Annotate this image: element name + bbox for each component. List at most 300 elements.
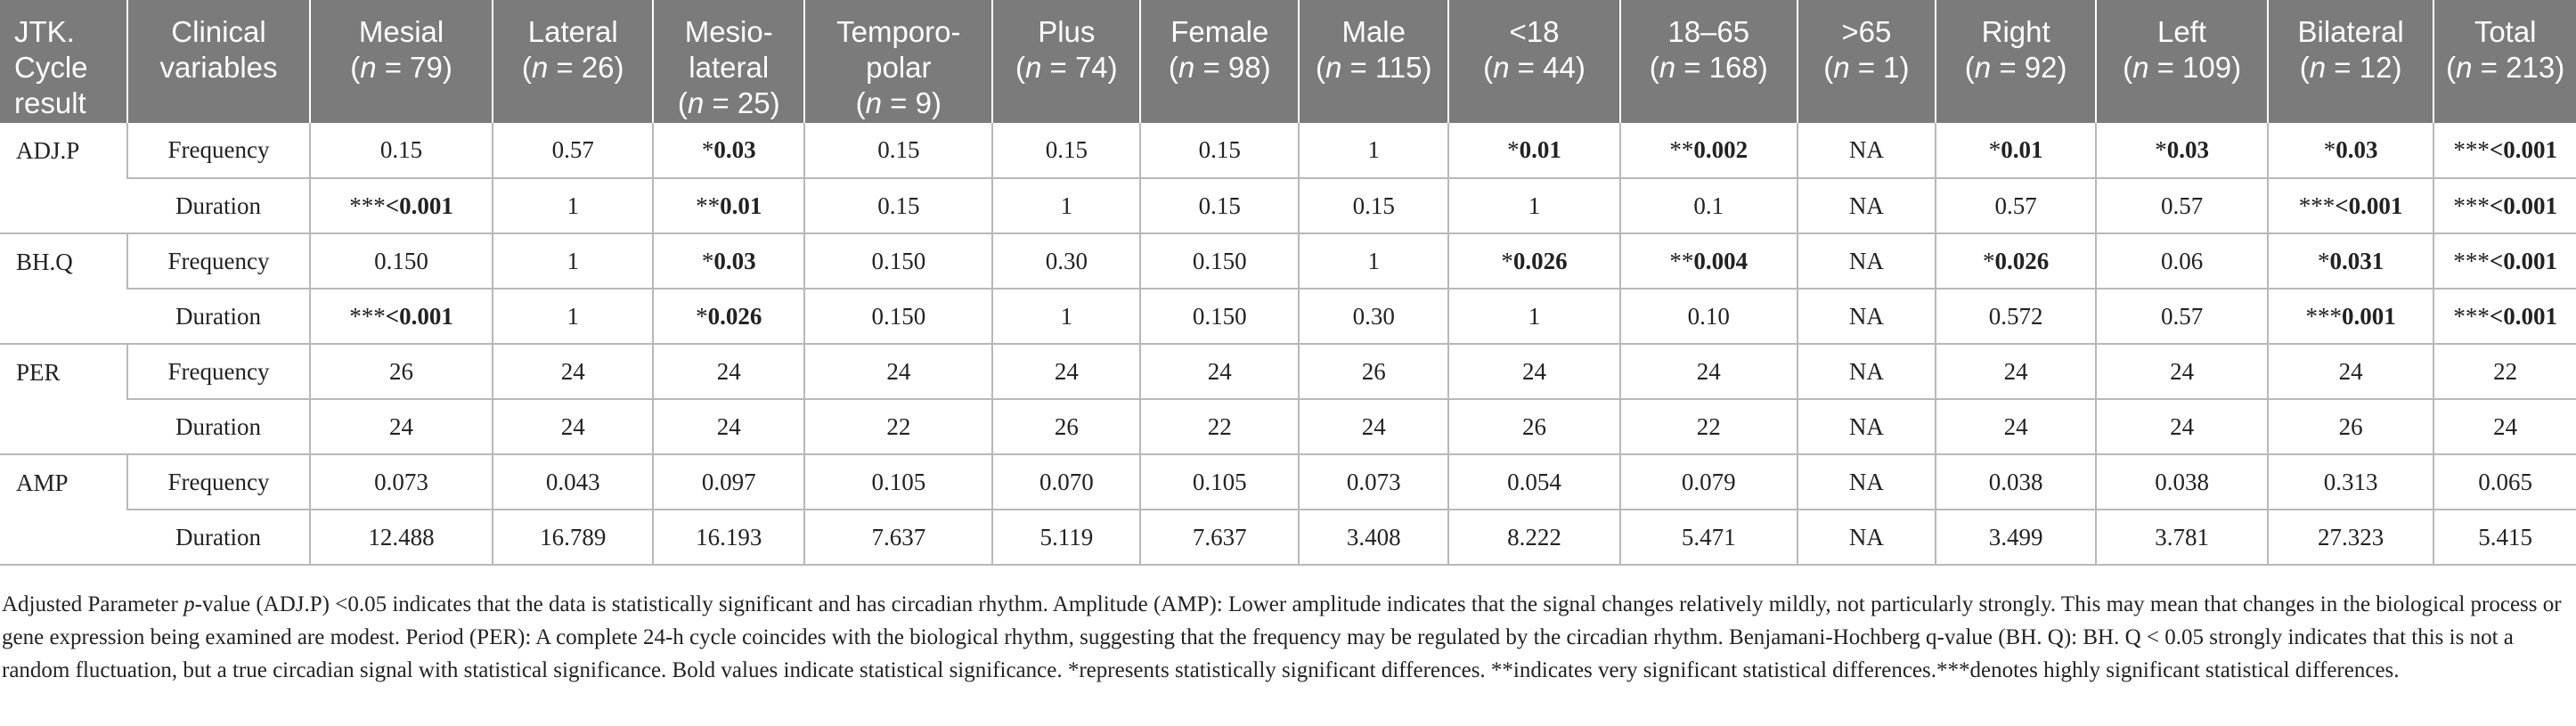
table-cell	[2096, 510, 2268, 565]
cell-value: 24	[1361, 412, 1386, 440]
cell-value: 3.781	[2155, 523, 2209, 551]
table-header-row	[0, 0, 2576, 123]
table-cell	[310, 178, 493, 233]
cell-value: <0.001	[2335, 192, 2403, 219]
table-cell	[992, 344, 1140, 399]
cell-value: 16.789	[540, 523, 607, 551]
table-cell	[1620, 510, 1797, 565]
table-cell	[1797, 289, 1936, 344]
table-cell	[2096, 178, 2268, 233]
column-header-count: (n = 26)	[521, 51, 624, 84]
cell-value: 0.026	[1994, 247, 2050, 274]
column-header	[992, 0, 1140, 123]
table-cell	[2096, 344, 2268, 399]
cell-value: 0.026	[1512, 247, 1568, 274]
significance-stars: ***	[349, 192, 386, 219]
cell-value: 0.070	[1039, 468, 1094, 495]
cell-value: 1	[1367, 247, 1380, 274]
cell-value: 22	[1207, 412, 1232, 440]
cell-value: 0.03	[713, 136, 756, 163]
table-cell	[2268, 123, 2433, 178]
column-header	[653, 0, 804, 123]
cell-value: 24	[2170, 412, 2195, 440]
cell-value: 0.150	[374, 247, 428, 274]
table-cell	[1797, 399, 1936, 454]
cell-value: 1	[567, 247, 579, 274]
cell-value: NA	[1848, 357, 1884, 385]
footnote-part1: Adjusted Parameter	[2, 592, 184, 616]
significance-stars: ***	[349, 302, 386, 330]
cell-value: 1	[1528, 302, 1541, 330]
significance-stars: **	[1669, 247, 1694, 274]
column-header	[1140, 0, 1299, 123]
cell-value: 0.073	[374, 468, 428, 495]
cell-value: 26	[1521, 412, 1546, 440]
cell-value: 7.637	[1192, 523, 1247, 551]
cell-value: 24	[716, 357, 741, 385]
table-cell	[2433, 399, 2576, 454]
column-header-title: Temporo-polar	[836, 15, 961, 84]
significance-stars: ***	[2453, 302, 2490, 330]
table-cell	[1936, 454, 2096, 510]
table-cell	[493, 399, 653, 454]
table-cell	[1299, 344, 1448, 399]
table-cell	[804, 123, 992, 178]
table-cell	[2268, 399, 2433, 454]
table-cell	[1448, 454, 1620, 510]
cell-value: 24	[1207, 357, 1232, 385]
table-cell	[493, 123, 653, 178]
table-cell	[1797, 233, 1936, 289]
table-cell	[1448, 233, 1620, 289]
significance-stars: ***	[2453, 247, 2490, 274]
cell-value: 0.15	[379, 136, 423, 163]
table-cell	[310, 510, 493, 565]
table-cell	[2096, 289, 2268, 344]
column-header	[2096, 0, 2268, 123]
table-cell	[2096, 399, 2268, 454]
cell-value: 1	[567, 302, 579, 330]
table-cell	[804, 233, 992, 289]
table-cell	[1797, 510, 1936, 565]
column-header-title: Plus	[1038, 15, 1096, 48]
table-cell	[1140, 289, 1299, 344]
footnote-p-italic: p	[183, 592, 195, 616]
table-cell	[2268, 510, 2433, 565]
column-header-count: (n = 44)	[1483, 51, 1586, 84]
cell-value: 0.03	[2166, 136, 2209, 163]
column-header-title: JTK. Cycle result	[14, 15, 88, 119]
column-header	[1797, 0, 1936, 123]
column-header-count: (n = 213)	[2446, 51, 2565, 84]
clinical-variable-cell: Duration	[127, 178, 310, 233]
cell-value: <0.001	[2489, 136, 2557, 163]
table-cell	[653, 178, 804, 233]
cell-value: 8.222	[1507, 523, 1561, 551]
table-cell	[310, 399, 493, 454]
table-cell	[992, 289, 1140, 344]
significance-stars: *	[701, 136, 714, 163]
table-cell	[1936, 289, 2096, 344]
cell-value: 1	[1060, 302, 1073, 330]
table-cell	[310, 123, 493, 178]
table-cell	[310, 344, 493, 399]
table-cell	[2268, 344, 2433, 399]
significance-stars: **	[1669, 136, 1694, 163]
column-header-title: Right	[1981, 15, 2050, 48]
cell-value: 0.150	[1192, 302, 1247, 330]
cell-value: 3.499	[1988, 523, 2043, 551]
table-cell	[1140, 178, 1299, 233]
cell-value: 26	[1361, 357, 1386, 385]
cell-value: 24	[716, 412, 741, 440]
cell-value: 0.150	[871, 247, 926, 274]
table-cell	[493, 344, 653, 399]
table-cell	[653, 233, 804, 289]
table-cell	[1448, 510, 1620, 565]
column-header	[1448, 0, 1620, 123]
table-cell	[2433, 510, 2576, 565]
table-body	[0, 123, 2576, 565]
clinical-variable-cell: Frequency	[127, 454, 310, 510]
cell-value: 22	[886, 412, 911, 440]
table-cell	[493, 510, 653, 565]
cell-value: 1	[1528, 192, 1541, 219]
cell-value: 0.105	[1192, 468, 1247, 495]
cell-value: 0.313	[2323, 468, 2378, 495]
cell-value: 1	[1060, 192, 1073, 219]
cell-value: 0.054	[1507, 468, 1561, 495]
cell-value: 5.119	[1039, 523, 1094, 551]
cell-value: 27.323	[2318, 523, 2384, 551]
clinical-variable-cell: Duration	[127, 399, 310, 454]
column-header-count: (n = 1)	[1823, 51, 1910, 84]
table-row	[0, 344, 2576, 399]
cell-value: 0.073	[1346, 468, 1401, 495]
cell-value: 1	[567, 192, 579, 219]
cell-value: 1	[1367, 136, 1380, 163]
cell-value: 5.415	[2478, 523, 2533, 551]
column-header	[2268, 0, 2433, 123]
table-cell	[1140, 510, 1299, 565]
significance-stars: *	[701, 247, 714, 274]
column-header	[1299, 0, 1448, 123]
column-header-count: (n = 168)	[1649, 51, 1768, 84]
cell-value: 0.150	[1192, 247, 1247, 274]
table-cell	[992, 178, 1140, 233]
table-cell	[1936, 233, 2096, 289]
table-cell	[992, 454, 1140, 510]
cell-value: 24	[1696, 357, 1721, 385]
column-header	[1936, 0, 2096, 123]
significance-stars: ***	[2453, 136, 2490, 163]
cell-value: NA	[1848, 523, 1884, 551]
table-cell	[1620, 289, 1797, 344]
table-row	[0, 123, 2576, 178]
table-cell	[1448, 399, 1620, 454]
table-cell	[653, 344, 804, 399]
table-cell	[1936, 510, 2096, 565]
cell-value: 0.01	[1519, 136, 1561, 163]
table-cell	[493, 178, 653, 233]
cell-value: 5.471	[1681, 523, 1736, 551]
table-cell	[653, 510, 804, 565]
table-cell	[2268, 454, 2433, 510]
cell-value: 0.572	[1988, 302, 2043, 330]
cell-value: 0.038	[2155, 468, 2209, 495]
cell-value: 0.03	[2336, 136, 2378, 163]
cell-value: 0.065	[2478, 468, 2533, 495]
table-cell	[2433, 123, 2576, 178]
clinical-variable-cell: Duration	[127, 289, 310, 344]
cell-value: 0.026	[707, 302, 762, 330]
cell-value: 24	[1521, 357, 1546, 385]
cell-value: 24	[2003, 357, 2028, 385]
column-header-title: Bilateral	[2297, 15, 2404, 48]
table-cell	[1299, 123, 1448, 178]
cell-value: 0.15	[877, 192, 920, 219]
table-cell	[1140, 233, 1299, 289]
column-header	[1620, 0, 1797, 123]
cell-value: <0.001	[2489, 302, 2557, 330]
table-cell	[1448, 289, 1620, 344]
cell-value: 0.10	[1687, 302, 1730, 330]
column-header-title: >65	[1841, 15, 1892, 48]
cell-value: 0.03	[713, 247, 756, 274]
significance-stars: ***	[2305, 302, 2342, 330]
table-cell	[2268, 178, 2433, 233]
cell-value: 0.15	[877, 136, 920, 163]
cell-value: <0.001	[2489, 192, 2557, 219]
table-cell	[1797, 123, 1936, 178]
table-cell	[2433, 289, 2576, 344]
table-row	[0, 510, 2576, 565]
cell-value: 0.57	[1994, 192, 2037, 219]
table-row	[0, 289, 2576, 344]
significance-stars: *	[2318, 247, 2330, 274]
cell-value: 0.079	[1681, 468, 1736, 495]
table-cell	[310, 233, 493, 289]
cell-value: 0.57	[551, 136, 594, 163]
table-cell	[1448, 123, 1620, 178]
significance-stars: *	[1501, 247, 1513, 274]
cell-value: 0.15	[1045, 136, 1088, 163]
significance-stars: *	[696, 302, 708, 330]
significance-stars: *	[2155, 136, 2167, 163]
significance-stars: *	[2323, 136, 2336, 163]
footnote-part2: -value (ADJ.P) <0.05 indicates that the data is statistically significant and has circadian rhythm. Amplitude (AMP): Lower amplitude indicates that the signal changes relatively mildly, not particularly strongly. This may mean that changes in the biological process or gene expression being examined are modest. Period (PER): A complete 24-h cycle coincides with the biological rhythm, suggesting that the frequency may be regulated by the circadian rhythm. Benjamani-Hochberg q-value (BH. Q): BH. Q < 0.05 strongly indicates that this is not a random fluctuation, but a true circadian signal with statistical significance. Bold values indicate statistical significance. *represents statistically significant differences. **indicates very significant statistical differences.***denotes highly significant statistical differences.	[2, 592, 2562, 682]
clinical-variable-cell: Duration	[127, 510, 310, 565]
table-cell	[2096, 454, 2268, 510]
significance-stars: *	[1983, 247, 1995, 274]
table-cell	[804, 344, 992, 399]
table-cell	[1299, 399, 1448, 454]
column-header-count: (n = 98)	[1168, 51, 1271, 84]
cell-value: NA	[1848, 247, 1884, 274]
table-cell	[1140, 123, 1299, 178]
cell-value: <0.001	[385, 302, 453, 330]
table-cell	[804, 289, 992, 344]
table-cell	[653, 123, 804, 178]
table-cell	[1140, 344, 1299, 399]
column-header	[493, 0, 653, 123]
cell-value: 0.097	[701, 468, 756, 495]
cell-value: 3.408	[1346, 523, 1401, 551]
column-header	[2433, 0, 2576, 123]
table-cell	[2433, 178, 2576, 233]
cell-value: 24	[1054, 357, 1079, 385]
cell-value: 0.001	[2342, 302, 2396, 330]
column-header-count: (n = 115)	[1315, 51, 1432, 84]
table-cell	[1797, 178, 1936, 233]
table-cell	[804, 399, 992, 454]
table-cell	[1140, 399, 1299, 454]
cell-value: 26	[2338, 412, 2363, 440]
column-header-count: (n = 25)	[677, 86, 780, 119]
table-row	[0, 233, 2576, 289]
cell-value: 26	[1054, 412, 1079, 440]
column-header-title: Mesio-lateral	[684, 15, 773, 84]
table-cell	[1299, 233, 1448, 289]
cell-value: 0.01	[2001, 136, 2043, 163]
significance-stars: *	[1988, 136, 2001, 163]
table-cell	[1797, 454, 1936, 510]
column-header-count: (n = 92)	[1964, 51, 2067, 84]
table-cell	[310, 454, 493, 510]
table-cell	[1299, 289, 1448, 344]
column-header-title: Lateral	[527, 15, 618, 48]
cell-value: <0.001	[385, 192, 453, 219]
cell-value: 24	[560, 412, 585, 440]
cell-value: 24	[560, 357, 585, 385]
table-row	[0, 454, 2576, 510]
table-cell	[804, 454, 992, 510]
table-cell	[1797, 344, 1936, 399]
table-cell	[2433, 344, 2576, 399]
column-header-count: (n = 9)	[855, 86, 942, 119]
column-header-title: Left	[2157, 15, 2207, 48]
cell-value: 0.004	[1693, 247, 1749, 274]
cell-value: NA	[1848, 136, 1884, 163]
significance-stars: ***	[2453, 192, 2490, 219]
cell-value: 0.57	[2160, 302, 2204, 330]
cell-value: 22	[2493, 357, 2518, 385]
table-cell	[1620, 454, 1797, 510]
table-cell	[1620, 123, 1797, 178]
cell-value: NA	[1848, 302, 1884, 330]
row-group-label: AMP	[0, 454, 127, 565]
table-cell	[1448, 178, 1620, 233]
column-header	[804, 0, 992, 123]
cell-value: 24	[2338, 357, 2363, 385]
cell-value: 0.15	[1198, 136, 1241, 163]
cell-value: 0.30	[1045, 247, 1088, 274]
cell-value: 24	[886, 357, 911, 385]
cell-value: 0.031	[2329, 247, 2384, 274]
table-cell	[1936, 123, 2096, 178]
cell-value: 0.06	[2160, 247, 2204, 274]
cell-value: 0.043	[545, 468, 600, 495]
table-cell	[992, 510, 1140, 565]
cell-value: 24	[2003, 412, 2028, 440]
column-header-count: (n = 79)	[350, 51, 452, 84]
table-cell	[1299, 510, 1448, 565]
table-cell	[1936, 344, 2096, 399]
significance-stars: *	[1507, 136, 1520, 163]
cell-value: 24	[2493, 412, 2518, 440]
table-cell	[2096, 123, 2268, 178]
table-cell	[804, 510, 992, 565]
table-cell	[653, 454, 804, 510]
column-header-title: <18	[1509, 15, 1560, 48]
table-cell	[2268, 289, 2433, 344]
table-cell	[804, 178, 992, 233]
cell-value: 0.57	[2160, 192, 2204, 219]
table-cell	[1140, 454, 1299, 510]
cell-value: 0.150	[871, 302, 926, 330]
table-cell	[653, 289, 804, 344]
table-cell	[1620, 178, 1797, 233]
table-cell	[1299, 454, 1448, 510]
clinical-variable-cell: Frequency	[127, 344, 310, 399]
cell-value: 0.038	[1988, 468, 2043, 495]
table-cell	[493, 233, 653, 289]
column-header-title: 18–65	[1667, 15, 1750, 48]
cell-value: 0.1	[1693, 192, 1724, 219]
cell-value: <0.001	[2489, 247, 2557, 274]
row-group-label: BH.Q	[0, 233, 127, 344]
cell-value: NA	[1848, 192, 1884, 219]
table-row	[0, 178, 2576, 233]
table-cell	[992, 123, 1140, 178]
cell-value: 26	[389, 357, 414, 385]
column-header-title: Male	[1341, 15, 1406, 48]
table-cell	[1936, 178, 2096, 233]
column-header-title: Total	[2474, 15, 2537, 48]
clinical-variable-cell: Frequency	[127, 123, 310, 178]
cell-value: 0.002	[1693, 136, 1749, 163]
cell-value: 16.193	[696, 523, 762, 551]
clinical-variable-cell: Frequency	[127, 233, 310, 289]
table-cell	[992, 399, 1140, 454]
table-cell	[653, 399, 804, 454]
table-cell	[493, 289, 653, 344]
cell-value: NA	[1848, 468, 1884, 495]
column-header-count: (n = 74)	[1015, 51, 1118, 84]
significance-stars: ***	[2298, 192, 2336, 219]
cell-value: 22	[1696, 412, 1721, 440]
column-header-count: (n = 109)	[2123, 51, 2242, 84]
significance-stars: **	[696, 192, 721, 219]
row-group-label: ADJ.P	[0, 123, 127, 233]
table-footnote	[0, 588, 2567, 687]
column-header	[310, 0, 493, 123]
table-cell	[2433, 233, 2576, 289]
table-cell	[310, 289, 493, 344]
table-cell	[2268, 233, 2433, 289]
cell-value: 7.637	[871, 523, 926, 551]
cell-value: 0.15	[1352, 192, 1395, 219]
cell-value: 24	[2170, 357, 2195, 385]
table-cell	[1936, 399, 2096, 454]
table-cell	[1620, 233, 1797, 289]
table-cell	[1620, 399, 1797, 454]
cell-value: 0.30	[1352, 302, 1395, 330]
cell-value: 12.488	[368, 523, 435, 551]
cell-value: 0.15	[1198, 192, 1241, 219]
cell-value: 24	[389, 412, 414, 440]
row-group-label: PER	[0, 344, 127, 454]
